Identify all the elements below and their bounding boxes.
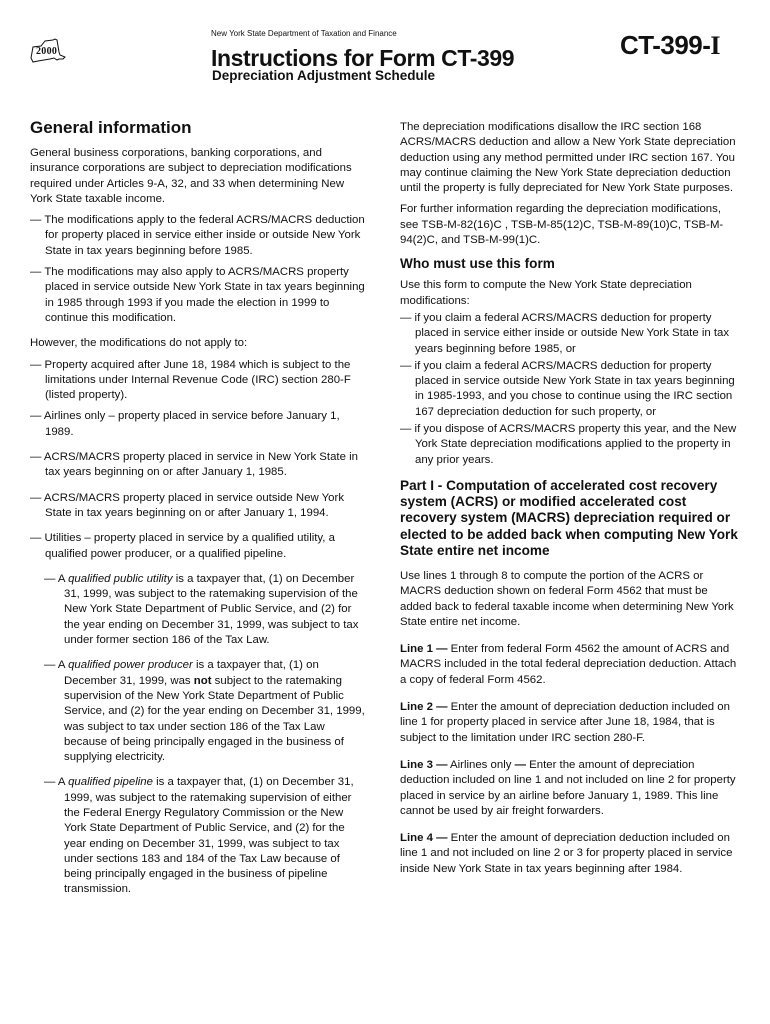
form-code [620, 30, 720, 61]
department-name: New York State Department of Taxation and Finance [211, 29, 397, 38]
apply-item: — The modifications may also apply to ACRS/MACRS property placed in service outside New York State in tax years beginning in 1985 through 1993 if you made the election in 1999 to continue this modification. [30, 266, 365, 324]
definition-term: qualified pipeline [68, 776, 153, 789]
form-code-suffix: I [710, 31, 721, 60]
left-column [30, 118, 368, 904]
qualified-pipeline-definition: — A qualified pipeline is a taxpayer that, (1) on December 31, 1999, was subject to the ratemaking supervision of either the Federal Energy Regulatory Commission or the New York State Department of Public Service, and (2) for the year ending on December 31, 1999, was subject to tax under sections 183 and 184 of the Tax Law because of being principally engaged in the business of pipeline transmission. [44, 776, 354, 896]
who-item: — if you dispose of ACRS/MACRS property this year, and the New York State depreciation modifications applied to the property in any prior years. [400, 423, 737, 466]
definition-term: qualified public utility [68, 572, 173, 585]
general-intro: General business corporations, banking corporations, and insurance corporations are subject to depreciation modifications required under Articles 9-A, 32, and 33 when determining New York State taxable income. [30, 147, 352, 205]
part1-intro: Use lines 1 through 8 to compute the portion of the ACRS or MACRS deduction shown on federal Form 4562 that must be added back to federal taxable income when determining New York State entire net income. [400, 569, 734, 628]
qualified-power-producer-definition: — A qualified power producer is a taxpayer that, (1) on December 31, 1999, was not subject to the ratemaking supervision of the New York State Department of Public Service, and (2) for the year ending on December 31, 1999, was subject to tax under section 186 of the Tax Law because of being principally engaged in the business of supplying electricity. [44, 659, 365, 764]
not-apply-item: — Utilities – property placed in service by a qualified utility, a qualified power producer, or a qualified pipeline. [30, 532, 335, 560]
page-title: Instructions for Form CT-399 [211, 45, 515, 71]
who-intro: Use this form to compute the New York State depreciation modifications: [400, 279, 692, 307]
line-2-instruction: Line 2 — Enter the amount of depreciation deduction included on line 1 for property placed in service after June 18, 1984, that is subject to the limitation under IRC section 280-F. [400, 701, 730, 744]
part1-heading: Part I - Computation of accelerated cost recovery system (ACRS) or modified accelerated cost recovery system (MACRS) depreciation required or elected to be added back when computing New York State entire net income [400, 477, 738, 558]
line-label: Line 3 — [400, 758, 448, 771]
not-apply-item: — Property acquired after June 18, 1984 which is subject to the limitations under Internal Revenue Code (IRC) section 280-F (listed property). [30, 358, 351, 402]
nys-logo [28, 38, 68, 64]
form-code-main: CT-399- [620, 30, 711, 60]
line-label: Line 4 — [400, 832, 448, 845]
who-must-use-heading: Who must use this form [400, 256, 555, 272]
line-label: Line 1 — [400, 643, 448, 656]
not-apply-item: — ACRS/MACRS property placed in service in New York State in tax years beginning on or after January 1, 1985. [30, 451, 358, 479]
apply-item: — The modifications apply to the federal ACRS/MACRS deduction for property placed in service either inside or outside New York State in tax years beginning before 1985. [30, 214, 365, 257]
who-item: — if you claim a federal ACRS/MACRS deduction for property placed in service outside New York State in tax years beginning in 1985-1993, and you chose to continue using the IRC section 167 depreciation deduction for such property, or [400, 359, 735, 418]
definition-term: qualified power producer [68, 659, 193, 672]
general-heading: General information [30, 118, 192, 137]
line-1-instruction: Line 1 — Enter from federal Form 4562 the amount of ACRS and MACRS included in the total federal depreciation deduction. Attach a copy of federal Form 4562. [400, 643, 737, 686]
not-apply-item: — ACRS/MACRS property placed in service outside New York State in tax years beginning on or after January 1, 1994. [30, 491, 345, 519]
however-text: However, the modifications do not apply to: [30, 337, 248, 350]
qualified-public-utility-definition: — A qualified public utility is a taxpayer that, (1) on December 31, 1999, was subject to the ratemaking supervision of the New York State Department of Public Service, and (2) for the year ending on December 31, 1999, was subject to tax under former section 186 of the Tax Law. [44, 572, 359, 647]
right-column [400, 120, 738, 883]
further-info-text: For further information regarding the depreciation modifications, see TSB-M-82(16)C , TSB-M-85(12)C, TSB-M-89(10)C, TSB-M-94(2)C, and TSB-M-99(1)C. [400, 203, 724, 247]
disallow-text: The depreciation modifications disallow the IRC section 168 ACRS/MACRS deduction and allow a New York State depreciation deduction using any method permitted under IRC section 167. You may continue claiming the New York State depreciation deduction until the property is fully depreciated for New York State purposes. [400, 121, 736, 195]
who-item: — if you claim a federal ACRS/MACRS deduction for property placed in service either inside or outside New York State in tax years beginning before 1985, or [400, 311, 730, 355]
line-3-instruction: Line 3 — Airlines only — Enter the amount of depreciation deduction included on line 1 and not included on line 2 for property placed in service by an airline before January 1, 1989. This line cannot be used by air freight forwarders. [400, 758, 736, 817]
logo-year: 2000 [36, 46, 58, 57]
page-subtitle: Depreciation Adjustment Schedule [212, 68, 436, 83]
line-4-instruction: Line 4 — Enter the amount of depreciation deduction included on line 1 and not included on line 2 or 3 for property placed in service inside New York State in tax years beginning after 1984. [400, 832, 733, 875]
not-apply-item: — Airlines only – property placed in service before January 1, 1989. [30, 410, 340, 438]
line-label: Line 2 — [400, 701, 448, 714]
